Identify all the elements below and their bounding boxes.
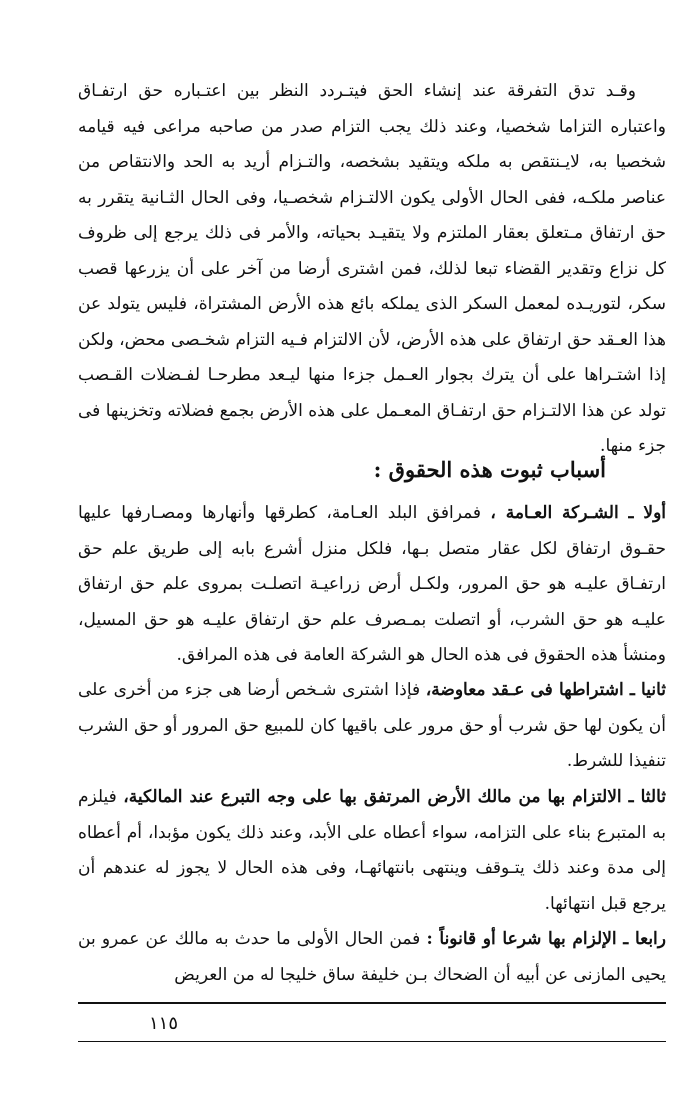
item-third-body: فيلزم به المتبرع بناء على التزامه، سواء أعطاه على الأبد، وعند ذلك يكون مؤبدا، أم أعطاه إلى مدة وعند ذلك يتـوقف وينتهى بانتهائهـا، وفى هذه الحال لا يجوز له عندهم أن يرجع قبل انتهائها. bbox=[78, 787, 666, 914]
item-second-body: فإذا اشترى شـخص أرضا هى جزء من أخرى على أن يكون لها حق شرب أو حق مرور على باقيها كان للمبيع حق المرور أو حق الشرب تنفيذا للشرط. bbox=[78, 680, 666, 771]
item-third-lead: ثالثا ـ الالتزام بها من مالك الأرض المرتفق بها على وجه التبرع عند المالكية، bbox=[123, 787, 666, 807]
item-third-block bbox=[78, 780, 666, 922]
item-first-body: فمرافق البلد العـامة، كطرقها وأنهارها ومصـارفها عليها حقـوق ارتفاق لكل عقار متصل بـها، فلكل منزل أشرع بابه إلى طريق علم حق ارتفـاق عليـه هو حق المرور، ولكـل أرض زراعيـة اتصلـت بمروى علم حق ارتفاق عليـه هو حق الشرب، أو اتصلت بمـصرف علم حق ارتفاق عليـه هو حق المسيل، ومنشأ هذه الحقوق فى هذه الحال هو الشركة العامة فى هذه المرافق. bbox=[78, 503, 666, 665]
item-second bbox=[78, 673, 666, 780]
intro-paragraph: وقـد تدق التفرقة عند إنشاء الحق فيتـردد النظر بين اعتـباره حق ارتفـاق واعتباره التزاما شخصيا، وعند ذلك يجب التزام صدر من صاحبه مراعى فيه قيامه شخصيا به، لايـنتقص به ملكه ويتقيد بشخصه، والتـزام أريد به الحد والانتقاص من عناصر ملكـه، ففى الحال الأولى يكون الالتـزام شخصـيا، وفى الحال الثـانية يتقرر به حق ارتفاق مـتعلق بعقار الملتزم ولا يتقيـد بحياته، والأمر فى ذلك يرجع إلى ظروف كل نزاع وتقدير القضاء تبعا لذلك، فمن اشترى أرضا من آخر على أن يزرعها قصب سكر، لتوريـده لمعمل السكر الذى يملكه بائع هذه الأرض المشتراة، فليس يتولد عن هذا العـقد حق ارتفاق على هذه الأرض، لأن الالتزام فـيه التزام شخـصى محض، ولكن إذا اشتـراها على أن يترك بجوار العـمل جزءا منها ليـعد مطرحـا لفـضلات القـصب تولد عن هذا الالتـزام حق ارتفـاق المعـمل على هذه الأرض بجمع فضلاته وتخزينها فى جزء منها. bbox=[78, 81, 666, 456]
item-fourth-block bbox=[78, 922, 666, 993]
item-fourth-lead: رابعا ـ الإلزام بها شرعا أو قانوناً : bbox=[426, 929, 666, 949]
item-first bbox=[78, 496, 666, 674]
item-fourth bbox=[78, 922, 666, 993]
intro-paragraph-block bbox=[78, 74, 666, 465]
item-third bbox=[78, 780, 666, 922]
item-second-block bbox=[78, 673, 666, 780]
footer-rule-bottom bbox=[78, 1041, 666, 1042]
item-second-lead: ثانيا ـ اشتراطها فى عـقد معاوضة، bbox=[425, 680, 667, 700]
item-fourth-body: فمن الحال الأولى ما حدث به مالك عن عمرو بن يحيى المازنى عن أبيه أن الضحاك بـن خليفة ساق خليجا له من العريض bbox=[78, 929, 666, 985]
item-first-block bbox=[78, 496, 666, 674]
footer-rule-top bbox=[78, 1002, 666, 1004]
section-heading: أسباب ثبوت هذه الحقوق : bbox=[373, 457, 606, 482]
item-first-lead: أولا ـ الشـركة العـامة ، bbox=[490, 503, 667, 523]
page-number: ١١٥ bbox=[148, 1013, 178, 1034]
